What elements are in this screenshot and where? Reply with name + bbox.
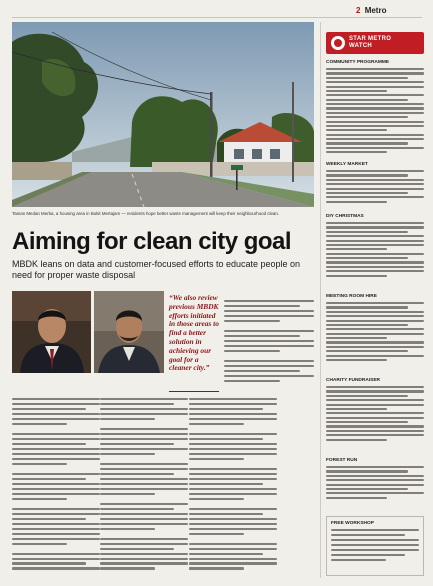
body-column-top-right	[224, 300, 314, 385]
article-deck: MBDK leans on data and customer-focused efforts to educate people on need for proper waste disposal	[12, 259, 301, 280]
rail-box-workshop	[326, 516, 424, 576]
rail-section-meeting-room	[326, 294, 424, 363]
body-column-1	[12, 398, 100, 572]
star-logo-icon	[331, 36, 345, 50]
body-column-2	[100, 398, 188, 572]
article-headline: Aiming for clean city goal	[12, 228, 292, 255]
body-column-3	[189, 398, 277, 572]
rail-heading: FOREST RUN	[326, 458, 358, 463]
top-rule	[12, 17, 422, 18]
rail-divider	[320, 22, 321, 578]
rail-section-community	[326, 60, 424, 156]
portrait-photo-2	[94, 291, 164, 373]
rail-heading: CHARITY FUNDRAISER	[326, 378, 381, 383]
section-label	[356, 6, 386, 15]
street-scene-illustration	[12, 22, 314, 207]
rail-heading: MEETING ROOM HIRE	[326, 294, 377, 299]
star-metro-watch-badge	[326, 32, 424, 54]
quote-rule	[169, 391, 219, 392]
photo-caption: Taman Medan Merba, a housing area in Bukit Mertajam — residents hope better waste management will keep their neighbourhood clean.	[12, 211, 280, 216]
rail-section-charity	[326, 378, 424, 443]
badge-line-1: STAR METRO	[349, 36, 392, 42]
rail-heading: FREE WORKSHOP	[331, 521, 374, 526]
rail-heading: WEEKLY MARKET	[326, 162, 368, 167]
page-number: 2	[356, 6, 361, 15]
street-photo	[12, 22, 314, 207]
badge-text	[349, 36, 391, 50]
rail-heading: COMMUNITY PROGRAMME	[326, 60, 390, 65]
rail-section-market	[326, 162, 424, 205]
rail-section-christmas	[326, 214, 424, 279]
rail-heading: DIY CHRISTMAS	[326, 214, 364, 219]
pull-quote: “We also review previous MBDK efforts initiated in those areas to find a better solution in achieving our goal for a cleaner city.”	[169, 293, 219, 373]
rail-section-forest-run	[326, 458, 424, 501]
badge-line-2: WATCH	[349, 43, 373, 49]
portrait-photo-1	[12, 291, 91, 373]
section-name: Metro	[364, 6, 387, 15]
